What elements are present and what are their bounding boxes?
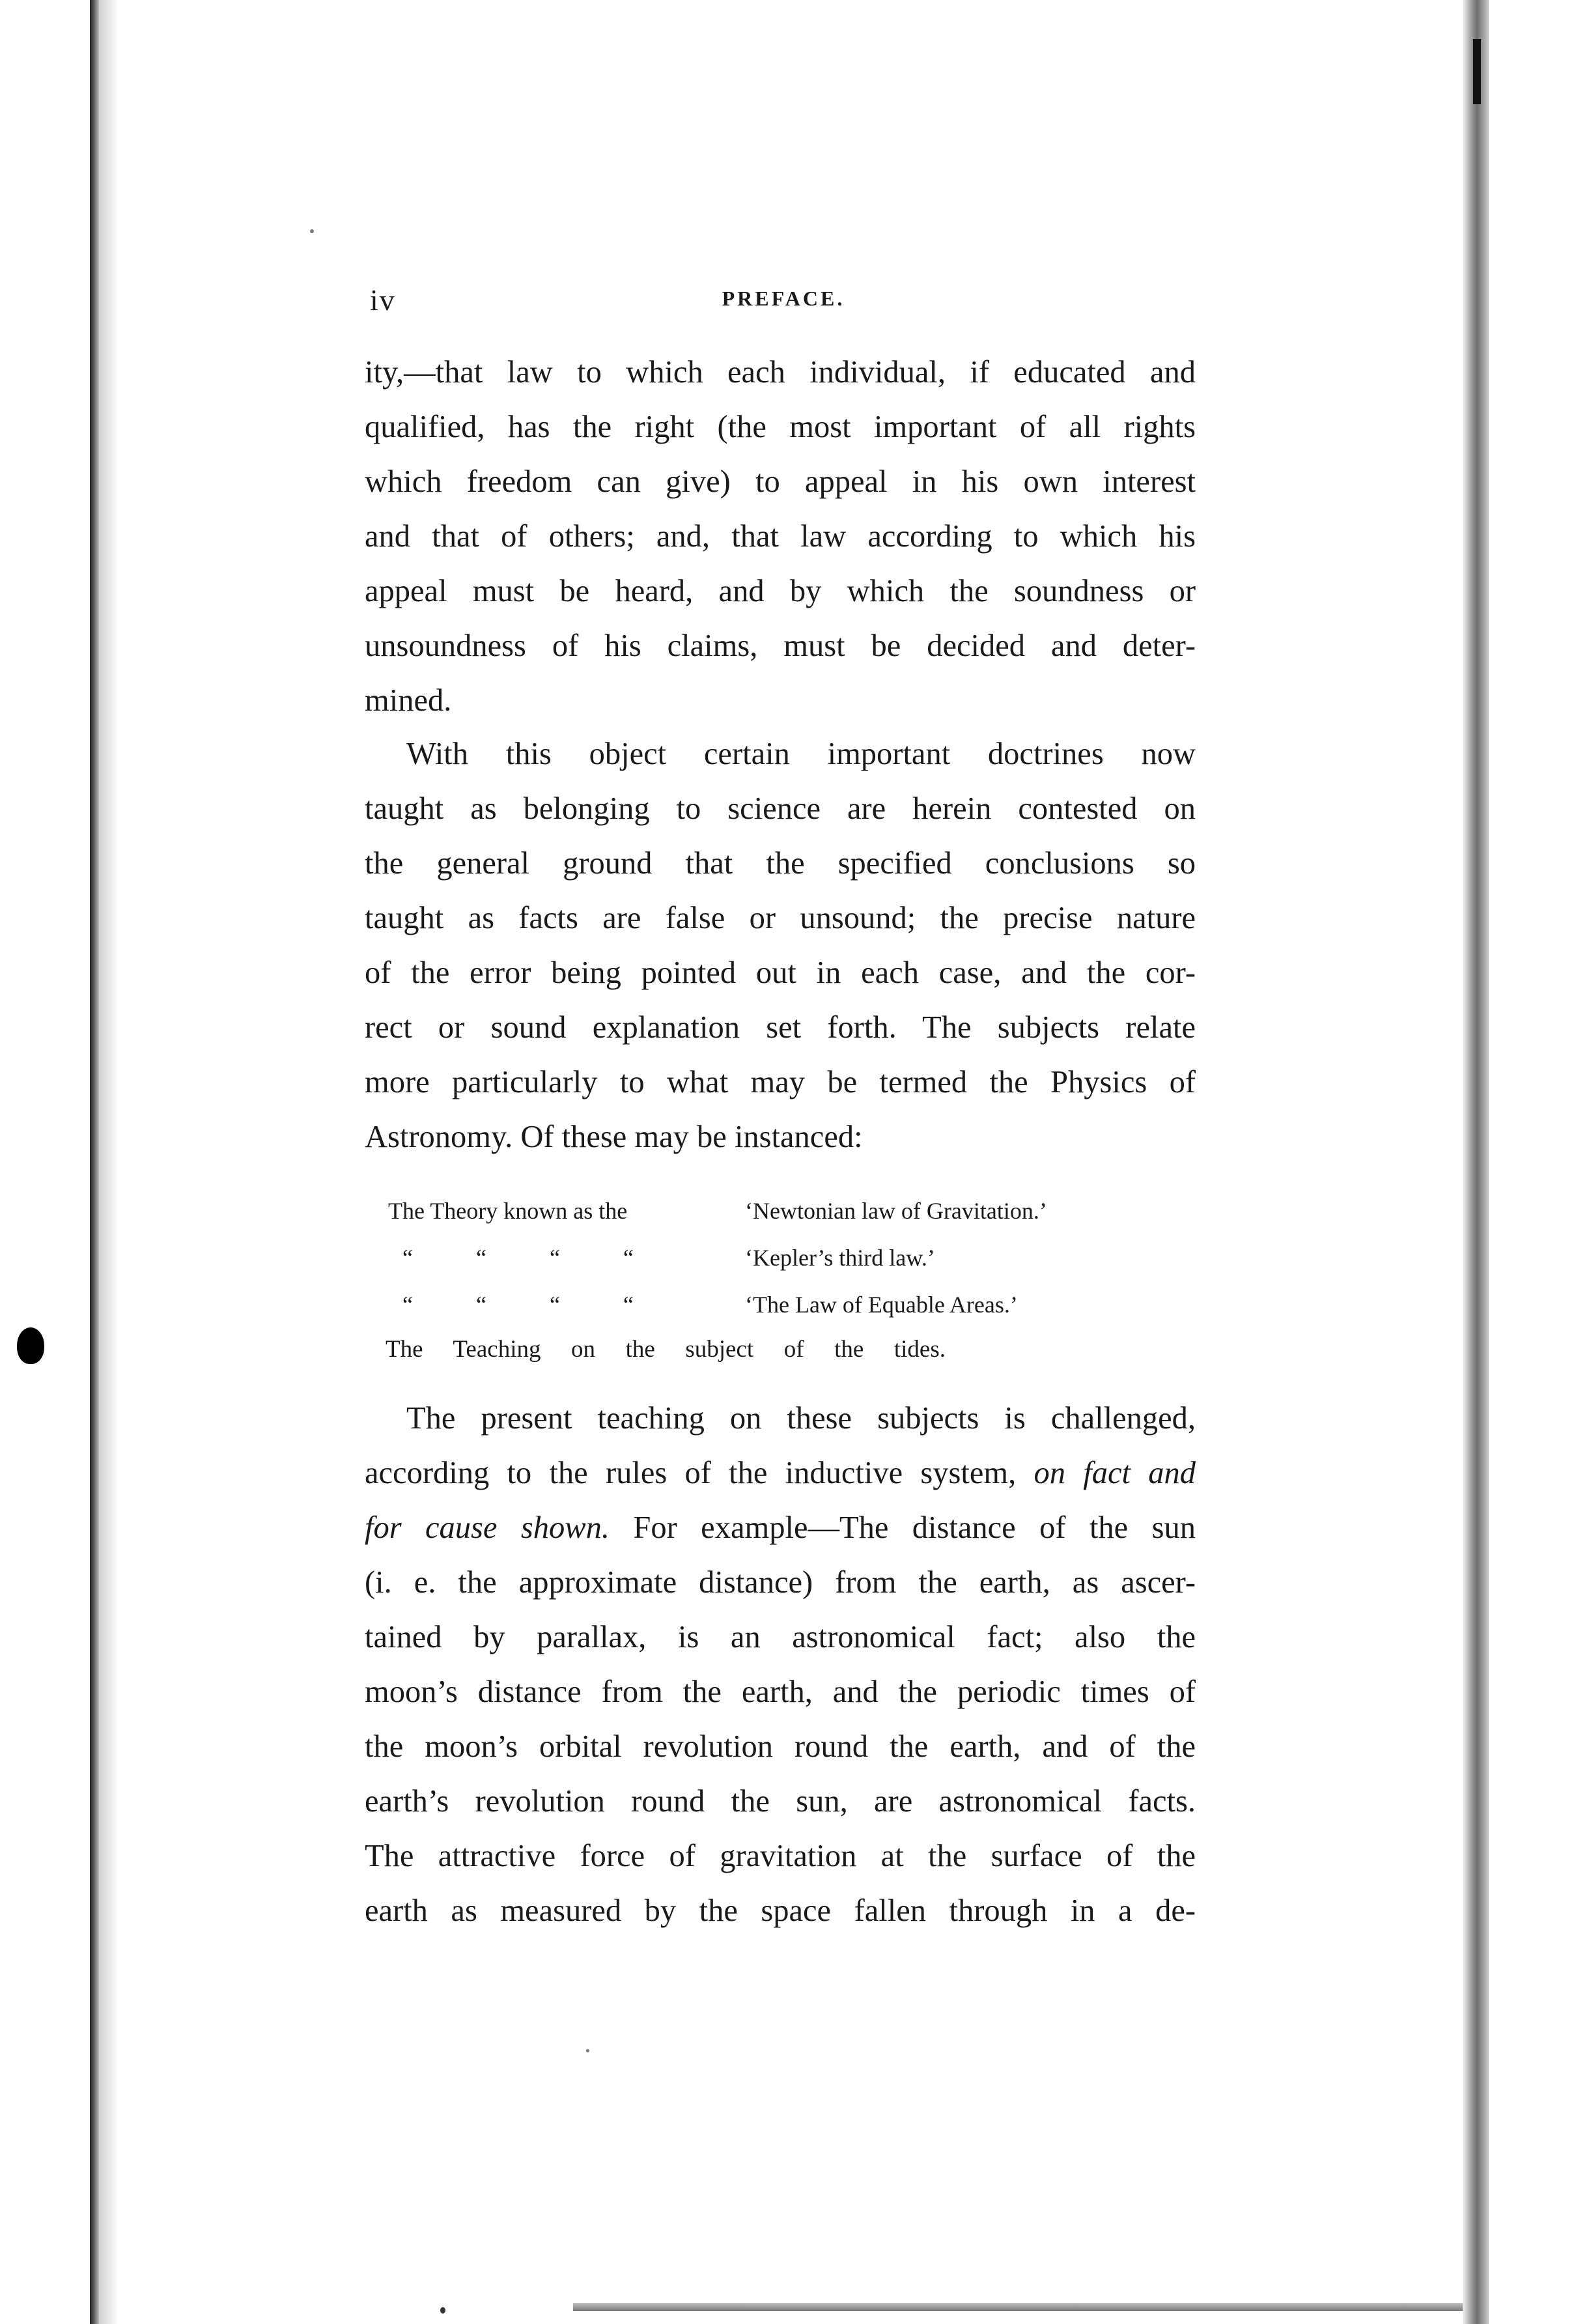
text-line: Astronomy. Of these may be instanced:: [365, 1120, 863, 1154]
text-line: qualified, has the right (the most important of all rights: [365, 410, 1196, 444]
text-line: ity,—that law to which each individual, if educated and: [365, 355, 1196, 390]
text-line: The present teaching on these subjects is challenged,: [406, 1401, 1196, 1436]
text-line: the moon’s orbital revolution round the earth, and of the: [365, 1729, 1196, 1764]
list-item-ditto: “ “ “ “: [402, 1292, 662, 1318]
list-item-title: ‘The Law of Equable Areas.’: [745, 1292, 1018, 1318]
list-footer: The Teaching on the subject of the tides.: [386, 1336, 946, 1363]
list-item-title: ‘Kepler’s third law.’: [745, 1245, 935, 1271]
list-item-subject: The Theory known as the: [388, 1198, 628, 1224]
page-number: iv: [370, 283, 396, 317]
text-line: tained by parallax, is an astronomical fact; also the: [365, 1620, 1196, 1654]
text-line: unsoundness of his claims, must be decided and deter-: [365, 629, 1196, 663]
list-item: [388, 1244, 1163, 1274]
text-line: The attractive force of gravitation at the surface of the: [365, 1839, 1196, 1873]
list-item: [388, 1197, 1163, 1227]
running-head: PREFACE.: [722, 287, 845, 310]
text-line: taught as facts are false or unsound; the precise nature: [365, 901, 1196, 935]
text-line: more particularly to what may be termed the Physics of: [365, 1065, 1196, 1099]
italic-span: for cause shown.: [365, 1510, 610, 1545]
list-item-ditto: “ “ “ “: [402, 1245, 662, 1271]
list-item-title: ‘Newtonian law of Gravitation.’: [745, 1198, 1047, 1224]
list-item: [388, 1291, 1163, 1321]
text-line: mined.: [365, 683, 452, 718]
text-span: For example—The distance of the sun: [609, 1510, 1196, 1545]
page-header: [370, 283, 1197, 322]
text-line: which freedom can give) to appeal in his own interest: [365, 464, 1196, 499]
italic-span: on fact and: [1034, 1456, 1196, 1490]
text-line: taught as belonging to science are herein contested on: [365, 791, 1196, 826]
text-line: [365, 1458, 1196, 1490]
text-line: earth’s revolution round the sun, are astronomical facts.: [365, 1784, 1196, 1819]
text-line: [365, 1512, 1196, 1544]
text-line: With this object certain important doctrines now: [406, 737, 1196, 771]
text-line: and that of others; and, that law according to which his: [365, 519, 1196, 554]
text-line: earth as measured by the space fallen through in a de-: [365, 1893, 1196, 1928]
text-span: according to the rules of the inductive system,: [365, 1456, 1034, 1490]
text-line: appeal must be heard, and by which the soundness or: [365, 574, 1196, 608]
text-line: (i. e. the approximate distance) from the earth, as ascer-: [365, 1565, 1196, 1600]
text-line: rect or sound explanation set forth. The subjects relate: [365, 1010, 1196, 1045]
text-line: of the error being pointed out in each case, and the cor-: [365, 956, 1196, 990]
text-line: moon’s distance from the earth, and the periodic times of: [365, 1675, 1196, 1709]
text-line: the general ground that the specified conclusions so: [365, 846, 1196, 881]
